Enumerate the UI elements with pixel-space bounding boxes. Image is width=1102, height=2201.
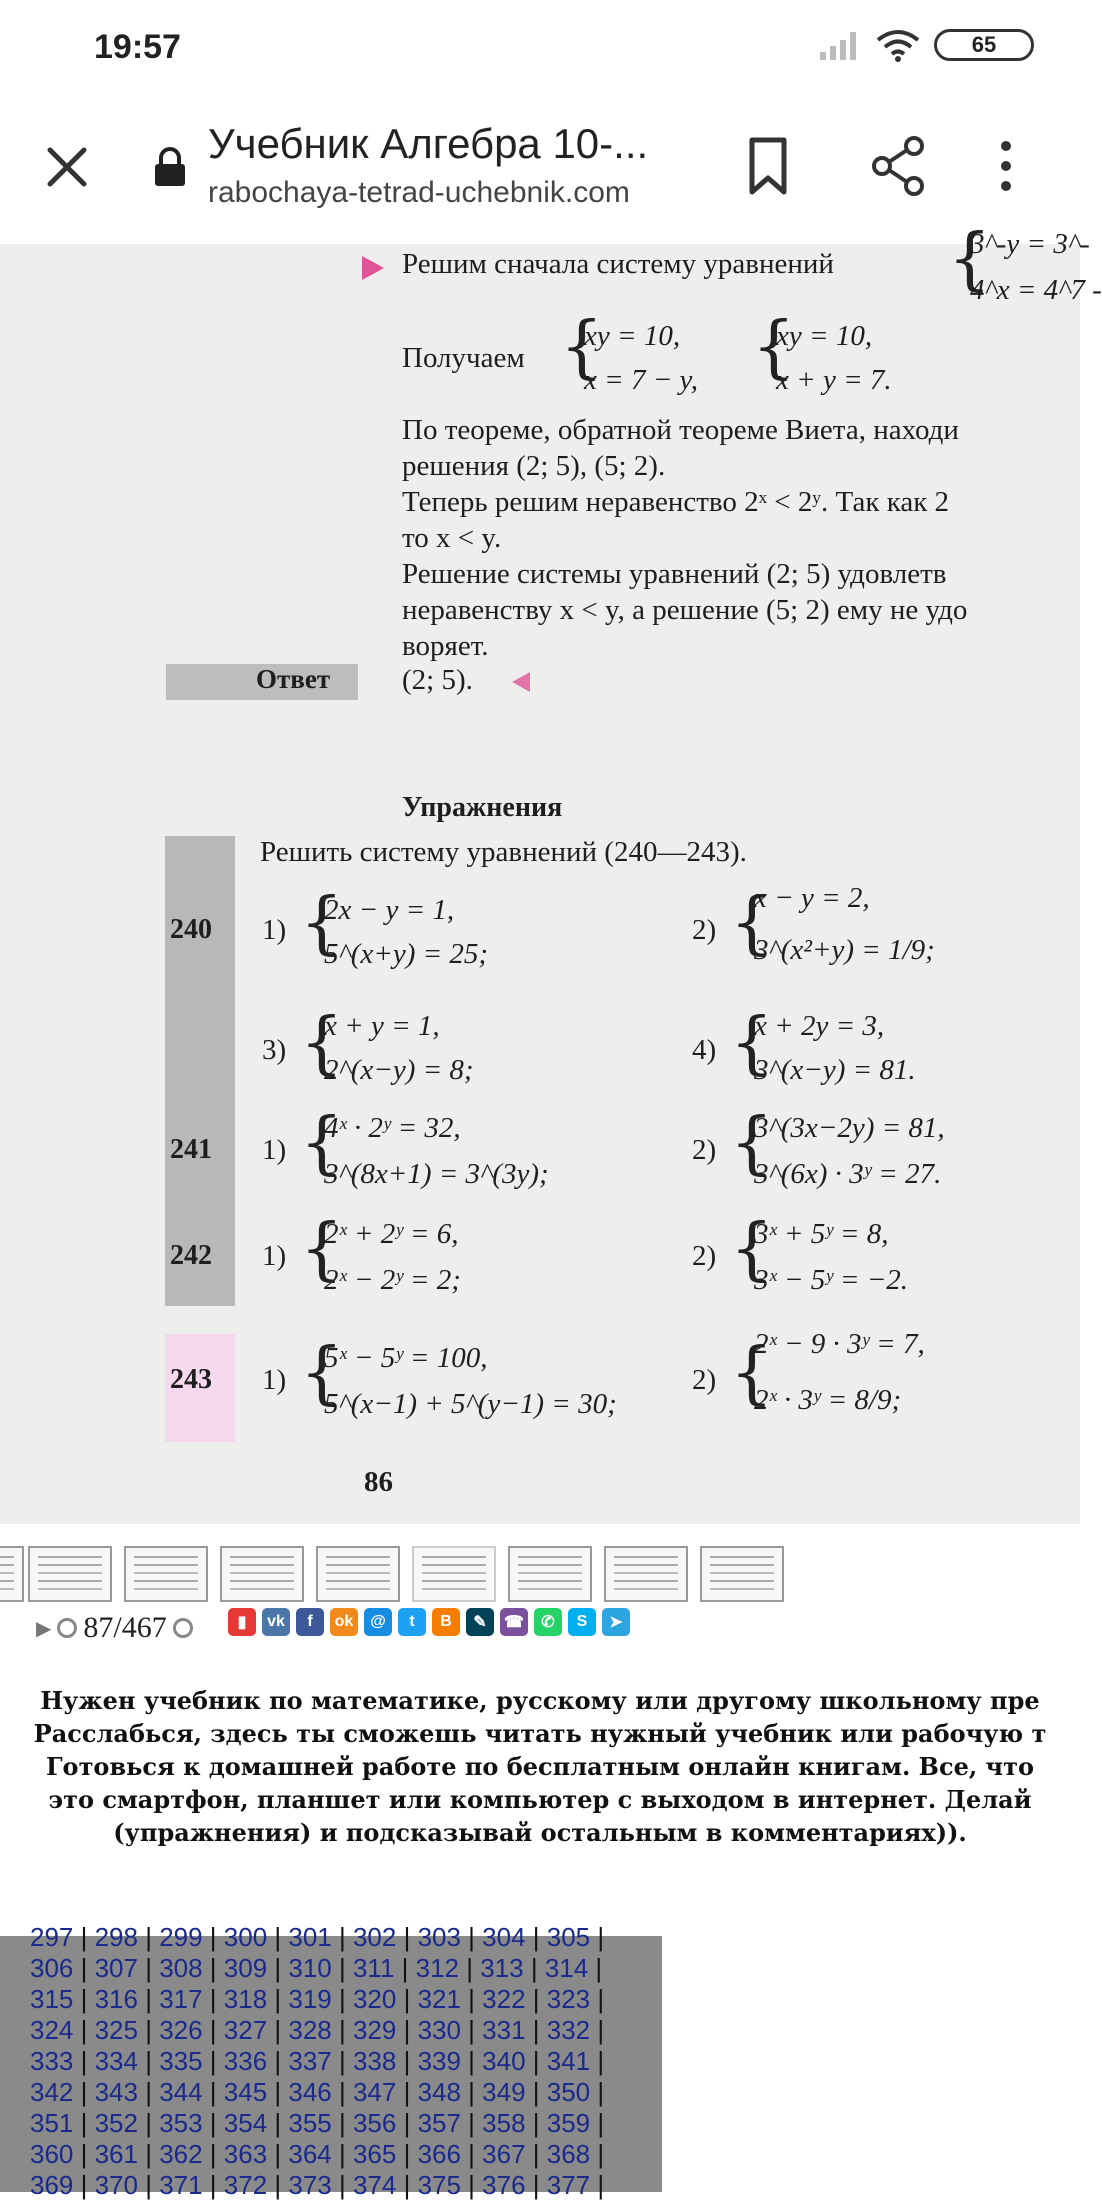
top-system-line-2: 4^x = 4^7 - — [970, 274, 1102, 306]
system-b-line-1: xy = 10, — [776, 320, 873, 352]
page-link[interactable]: 307 — [94, 1953, 138, 1983]
page-link[interactable]: 338 — [352, 2046, 397, 2076]
separator: | — [396, 2015, 418, 2045]
page-link[interactable]: 350 — [546, 2077, 591, 2107]
page-link[interactable]: 343 — [94, 2077, 138, 2107]
exercise-equation: 3^(x−y) = 81. — [754, 1054, 916, 1086]
page-content — [0, 220, 1102, 2200]
separator: | — [202, 2108, 224, 2138]
page-link[interactable]: 319 — [288, 1984, 332, 2014]
telegram-icon[interactable]: ➤ — [602, 1608, 630, 1636]
page-link[interactable]: 363 — [223, 2139, 268, 2169]
blogger-icon[interactable]: B — [432, 1608, 460, 1636]
separator: | — [525, 2046, 547, 2076]
separator: | — [202, 2077, 224, 2107]
exercise-equation: 3ˣ + 5ʸ = 8, — [754, 1218, 889, 1250]
exercise-equation: 3^(6x) · 3ʸ = 27. — [754, 1158, 942, 1190]
page-links-row — [30, 1953, 602, 1984]
page-thumbnail[interactable] — [316, 1546, 400, 1602]
page-link[interactable]: 361 — [94, 2139, 138, 2169]
page-links-row — [30, 2046, 604, 2077]
page-link[interactable]: 330 — [417, 2015, 461, 2045]
signal-icon — [818, 30, 862, 60]
separator: | — [396, 2108, 418, 2138]
page-link[interactable]: 308 — [159, 1953, 203, 1983]
brace: { — [300, 1104, 344, 1183]
separator: | — [331, 2046, 353, 2076]
page-links-row — [30, 2015, 604, 2046]
page-link[interactable]: 326 — [159, 2015, 203, 2045]
exercise-equation: 2ˣ − 9 · 3ʸ = 7, — [754, 1328, 925, 1360]
exercise-equation: 5^(x−1) + 5^(y−1) = 30; — [324, 1388, 617, 1420]
page-link[interactable]: 372 — [223, 2170, 268, 2200]
exercise-equation: 5^(x+y) = 25; — [324, 938, 489, 970]
page-link[interactable]: 339 — [417, 2046, 461, 2076]
exercise-equation: x − y = 2, — [754, 882, 870, 914]
brace: { — [730, 1004, 774, 1083]
separator: | — [73, 1953, 95, 1983]
page-link[interactable]: 362 — [159, 2139, 203, 2169]
exercise-index: 1) — [262, 1364, 287, 1396]
brace: { — [730, 1210, 774, 1289]
exercise-equation: 2^(x−y) = 8; — [324, 1054, 474, 1086]
exercise-equation: 3^(8x+1) = 3^(3y); — [324, 1158, 549, 1190]
page-link[interactable]: 328 — [288, 2015, 332, 2045]
textbook-page-scan — [0, 220, 1102, 1524]
separator: | — [202, 1953, 224, 1983]
page-link[interactable]: 346 — [288, 2077, 332, 2107]
separator: | — [267, 1953, 289, 1983]
solution-text-4: то x < y. — [402, 522, 502, 554]
page-title: Учебник Алгебра 10-... — [208, 120, 649, 167]
brace: { — [300, 1004, 344, 1083]
address-box[interactable] — [208, 120, 688, 210]
exercise-equation: 3^(3x−2y) = 81, — [754, 1112, 945, 1144]
exercise-equation: 2ˣ · 3ʸ = 8/9; — [754, 1384, 902, 1416]
separator: | — [267, 1984, 289, 2014]
separator: | — [525, 2015, 547, 2045]
separator: | — [137, 2108, 160, 2138]
page-url: rabochaya-tetrad-uchebnik.com — [208, 176, 630, 209]
page-number-links — [0, 1922, 662, 2200]
page-link[interactable]: 353 — [159, 2108, 203, 2138]
lock-icon — [152, 146, 188, 188]
page-link[interactable]: 369 — [30, 2170, 74, 2200]
separator: | — [331, 2077, 353, 2107]
page-thumbnail[interactable] — [604, 1546, 688, 1602]
separator: | — [267, 2139, 289, 2169]
separator: | — [267, 2108, 289, 2138]
exercise-number-strip — [165, 836, 235, 1306]
brace: { — [300, 1334, 344, 1413]
page-link[interactable]: 299 — [159, 1922, 203, 1952]
page-link[interactable]: 300 — [223, 1922, 268, 1952]
livejournal-icon[interactable]: ✎ — [466, 1608, 494, 1636]
separator: | — [137, 2077, 160, 2107]
exercise-index: 3) — [262, 1034, 287, 1066]
separator: | — [73, 2170, 95, 2200]
page-link[interactable]: 340 — [482, 2046, 526, 2076]
separator: | — [267, 2170, 289, 2200]
separator: | — [73, 1922, 95, 1952]
page-link[interactable]: 318 — [223, 1984, 268, 2014]
exercise-number: 240 — [170, 914, 212, 945]
page-link[interactable]: 335 — [159, 2046, 203, 2076]
solution-text-2: решения (2; 5), (5; 2). — [402, 450, 666, 482]
separator: | — [267, 2015, 289, 2045]
page-link[interactable]: 301 — [288, 1922, 332, 1952]
close-icon[interactable] — [36, 136, 98, 198]
top-system-line-1: 3^-y = 3^- — [970, 228, 1090, 260]
exercise-equation: 2ˣ − 2ʸ = 2; — [324, 1264, 461, 1296]
page-link[interactable]: 298 — [94, 1922, 138, 1952]
brace: { — [560, 308, 604, 387]
share-buttons — [228, 1608, 630, 1636]
page-link[interactable]: 366 — [417, 2139, 461, 2169]
viber-icon[interactable]: ☎ — [500, 1608, 528, 1636]
solution-start-marker — [362, 256, 384, 280]
separator: | — [202, 1922, 224, 1952]
page-link[interactable]: 336 — [223, 2046, 268, 2076]
separator: | — [396, 2139, 418, 2169]
facebook-icon[interactable]: f — [296, 1608, 324, 1636]
exercise-index: 2) — [692, 1240, 717, 1272]
page-link[interactable]: 333 — [30, 2046, 74, 2076]
separator: | — [137, 2046, 160, 2076]
page-link[interactable]: 323 — [546, 1984, 591, 2014]
separator: | — [590, 2108, 605, 2138]
prev-page-icon[interactable] — [57, 1618, 77, 1638]
separator: | — [331, 1922, 353, 1952]
brace: { — [300, 884, 344, 963]
brace: { — [730, 884, 774, 963]
separator: | — [590, 2077, 605, 2107]
separator: | — [202, 2015, 224, 2045]
exercise-index: 1) — [262, 914, 287, 946]
solution-text-7: воряет. — [402, 630, 489, 662]
page-link[interactable]: 344 — [159, 2077, 203, 2107]
page-links-row — [30, 2170, 604, 2201]
system-a-line-1: xy = 10, — [584, 320, 681, 352]
page-link[interactable]: 309 — [223, 1953, 268, 1983]
promo-text — [0, 1684, 1080, 1849]
status-bar — [0, 0, 1080, 96]
separator: | — [137, 2170, 160, 2200]
separator: | — [460, 2046, 483, 2076]
vk-icon[interactable]: vk — [262, 1608, 290, 1636]
exercise-equation: 2x − y = 1, — [324, 894, 455, 926]
page-link[interactable]: 334 — [94, 2046, 138, 2076]
exercise-equation: 2ˣ + 2ʸ = 6, — [324, 1218, 459, 1250]
exercise-equation: x + y = 1, — [324, 1010, 440, 1042]
separator: | — [590, 1984, 605, 2014]
page-links-row — [30, 1984, 604, 2015]
play-icon[interactable]: ▶ — [36, 1617, 52, 1640]
separator: | — [590, 2139, 605, 2169]
browser-toolbar — [0, 96, 1080, 246]
page-link[interactable]: 311 — [352, 1953, 395, 1983]
page-link[interactable]: 303 — [417, 1922, 461, 1952]
separator: | — [460, 2170, 483, 2200]
page-link[interactable]: 367 — [482, 2139, 526, 2169]
separator: | — [137, 1984, 160, 2014]
exercise-equation: x + 2y = 3, — [754, 1010, 885, 1042]
exercise-index: 1) — [262, 1134, 287, 1166]
page-link[interactable]: 352 — [94, 2108, 138, 2138]
page-thumbnail-current[interactable] — [412, 1546, 496, 1602]
separator: | — [460, 2077, 483, 2107]
brace: { — [948, 220, 992, 299]
separator: | — [396, 2077, 418, 2107]
page-link[interactable]: 324 — [30, 2015, 74, 2045]
page-link[interactable]: 370 — [94, 2170, 138, 2200]
page-link[interactable]: 360 — [30, 2139, 74, 2169]
separator: | — [73, 1984, 95, 2014]
exercise-index: 2) — [692, 1134, 717, 1166]
page-link[interactable]: 337 — [288, 2046, 332, 2076]
separator: | — [460, 1984, 483, 2014]
separator: | — [525, 2170, 547, 2200]
separator: | — [523, 1953, 545, 1983]
odnoklassniki-icon[interactable]: ok — [330, 1608, 358, 1636]
page-link[interactable]: 305 — [546, 1922, 591, 1952]
separator: | — [525, 2108, 547, 2138]
page-thumbnail[interactable] — [124, 1546, 208, 1602]
page-link[interactable]: 342 — [30, 2077, 74, 2107]
separator: | — [394, 1953, 416, 1983]
separator: | — [73, 2139, 95, 2169]
separator: | — [460, 2015, 483, 2045]
separator: | — [590, 1922, 605, 1952]
separator: | — [202, 1984, 224, 2014]
page-link[interactable]: 314 — [544, 1953, 589, 1983]
page-thumbnail[interactable] — [28, 1546, 112, 1602]
page-link[interactable]: 329 — [352, 2015, 397, 2045]
page-link[interactable]: 317 — [159, 1984, 203, 2014]
solution-text-3: Теперь решим неравенство 2ˣ < 2ʸ. Так как 2 — [402, 486, 950, 518]
page-link[interactable]: 345 — [223, 2077, 268, 2107]
promo-line: Расслабься, здесь ты сможешь читать нужный учебник или рабочую т — [33, 1719, 1047, 1748]
exercises-heading: Упражнения — [402, 792, 563, 823]
separator: | — [459, 1953, 481, 1983]
page-link[interactable]: 368 — [546, 2139, 591, 2169]
page-link[interactable]: 354 — [223, 2108, 268, 2138]
separator: | — [202, 2046, 224, 2076]
page-link[interactable]: 356 — [352, 2108, 397, 2138]
wifi-icon — [876, 28, 920, 62]
page-link[interactable]: 377 — [546, 2170, 591, 2200]
page-link[interactable]: 374 — [352, 2170, 397, 2200]
brace: { — [730, 1334, 774, 1413]
separator: | — [73, 2046, 95, 2076]
separator: | — [202, 2139, 224, 2169]
page-link[interactable]: 322 — [482, 1984, 526, 2014]
separator: | — [331, 1984, 353, 2014]
page-link[interactable]: 373 — [288, 2170, 332, 2200]
skype-icon[interactable]: S — [568, 1608, 596, 1636]
exercise-number: 243 — [170, 1364, 212, 1395]
separator: | — [396, 2170, 418, 2200]
page-thumbnail[interactable] — [508, 1546, 592, 1602]
page-link[interactable]: 364 — [288, 2139, 332, 2169]
page-link[interactable]: 315 — [30, 1984, 74, 2014]
page-link[interactable]: 321 — [417, 1984, 461, 2014]
separator: | — [73, 2077, 95, 2107]
separator: | — [525, 2077, 547, 2107]
separator: | — [590, 2015, 605, 2045]
page-link[interactable]: 355 — [288, 2108, 332, 2138]
exercise-intro: Решить систему уравнений (240—243). — [260, 836, 747, 868]
solution-text-5: Решение системы уравнений (2; 5) удовлетв — [402, 558, 947, 590]
separator: | — [588, 1953, 603, 1983]
page-link[interactable]: 304 — [482, 1922, 526, 1952]
page-link[interactable]: 316 — [94, 1984, 138, 2014]
exercise-equation: 3^(x²+y) = 1/9; — [754, 934, 935, 966]
solve-intro: Решим сначала систему уравнений — [402, 248, 834, 280]
separator: | — [525, 2139, 547, 2169]
exercise-number: 241 — [170, 1134, 212, 1165]
solution-end-marker — [512, 672, 530, 692]
next-page-icon[interactable] — [173, 1618, 193, 1638]
mailru-icon[interactable]: @ — [364, 1608, 392, 1636]
page-link[interactable]: 332 — [546, 2015, 591, 2045]
separator: | — [590, 2046, 605, 2076]
separator: | — [137, 2139, 160, 2169]
system-b-line-2: x + y = 7. — [776, 364, 892, 396]
page-link[interactable]: 341 — [546, 2046, 591, 2076]
separator: | — [396, 1922, 418, 1952]
separator: | — [460, 1922, 483, 1952]
system-a-line-2: x = 7 − y, — [584, 364, 699, 396]
bookmark-red-icon[interactable]: ▮ — [228, 1608, 256, 1636]
page-link[interactable]: 376 — [482, 2170, 526, 2200]
separator: | — [73, 2108, 95, 2138]
separator: | — [267, 1922, 289, 1952]
status-icons — [818, 28, 1034, 62]
page-link[interactable]: 375 — [417, 2170, 461, 2200]
brace: { — [752, 308, 796, 387]
page-link[interactable]: 347 — [352, 2077, 397, 2107]
page-link[interactable]: 365 — [352, 2139, 397, 2169]
separator: | — [331, 2015, 353, 2045]
page-link[interactable]: 325 — [94, 2015, 138, 2045]
exercise-equation: 4ˣ · 2ʸ = 32, — [324, 1112, 461, 1144]
solution-text-1: По теореме, обратной теореме Виета, находи — [402, 414, 959, 446]
page-thumbnail[interactable] — [0, 1546, 24, 1602]
promo-line: (упражнения) и подсказывай остальным в комментариях)). — [113, 1818, 967, 1847]
page-link[interactable]: 302 — [352, 1922, 397, 1952]
page-link[interactable]: 320 — [352, 1984, 397, 2014]
page-link[interactable]: 327 — [223, 2015, 268, 2045]
page-link[interactable]: 358 — [482, 2108, 526, 2138]
separator: | — [137, 2015, 160, 2045]
separator: | — [525, 1922, 547, 1952]
separator: | — [137, 1922, 160, 1952]
page-link[interactable]: 331 — [482, 2015, 526, 2045]
battery-level: 65 — [971, 32, 997, 57]
page-link[interactable]: 348 — [417, 2077, 461, 2107]
solution-text-6: неравенству x < y, а решение (5; 2) ему не удо — [402, 594, 968, 626]
promo-line: Нужен учебник по математике, русскому или другому школьному пре — [40, 1686, 1040, 1715]
page-thumbnails — [0, 1546, 800, 1606]
exercise-equation: 3ˣ − 5ʸ = −2. — [754, 1264, 909, 1296]
page-link[interactable]: 359 — [546, 2108, 591, 2138]
page-link[interactable]: 351 — [30, 2108, 74, 2138]
promo-line: это смартфон, планшет или компьютер с выходом в интернет. Делай — [48, 1785, 1032, 1814]
page-link[interactable]: 349 — [482, 2077, 526, 2107]
separator: | — [73, 2015, 95, 2045]
page-link[interactable]: 313 — [480, 1953, 524, 1983]
separator: | — [331, 2139, 353, 2169]
exercise-index: 1) — [262, 1240, 287, 1272]
promo-line: Готовься к домашней работе по бесплатным онлайн книгам. Все, что — [45, 1752, 1034, 1781]
separator: | — [137, 1953, 160, 1983]
brace: { — [730, 1104, 774, 1183]
get-label: Получаем — [402, 342, 525, 374]
separator: | — [525, 1984, 547, 2014]
share-icon[interactable] — [868, 134, 932, 198]
separator: | — [590, 2170, 605, 2200]
bookmark-icon[interactable] — [740, 134, 796, 198]
page-link[interactable]: 357 — [417, 2108, 461, 2138]
separator: | — [267, 2046, 289, 2076]
answer-label: Ответ — [256, 664, 331, 694]
page-links-row — [30, 2139, 604, 2170]
page-link[interactable]: 371 — [159, 2170, 203, 2200]
exercise-index: 2) — [692, 914, 717, 946]
exercise-number: 242 — [170, 1240, 212, 1271]
page-links-row — [30, 1922, 604, 1953]
separator: | — [396, 1984, 418, 2014]
whatsapp-icon[interactable]: ✆ — [534, 1608, 562, 1636]
exercise-index: 4) — [692, 1034, 717, 1066]
separator: | — [331, 2108, 353, 2138]
more-vert-icon[interactable] — [986, 134, 1026, 198]
exercise-equation: 5ˣ − 5ʸ = 100, — [324, 1342, 488, 1374]
separator: | — [267, 2077, 289, 2107]
status-time: 19:57 — [94, 28, 181, 66]
separator: | — [331, 1953, 353, 1983]
page-links-row — [30, 2077, 604, 2108]
separator: | — [460, 2108, 483, 2138]
answer-value: (2; 5). — [402, 664, 473, 696]
brace: { — [300, 1210, 344, 1289]
page-link[interactable]: 312 — [415, 1953, 460, 1983]
exercise-index: 2) — [692, 1364, 717, 1396]
twitter-icon[interactable]: t — [398, 1608, 426, 1636]
battery-indicator — [934, 29, 1034, 61]
page-thumbnail[interactable] — [220, 1546, 304, 1602]
separator: | — [202, 2170, 224, 2200]
page-thumbnail[interactable] — [700, 1546, 784, 1602]
page-link[interactable]: 306 — [30, 1953, 74, 1983]
page-number: 86 — [364, 1466, 393, 1498]
page-link[interactable]: 310 — [288, 1953, 332, 1983]
page-counter: 87/467 — [83, 1611, 167, 1644]
page-links-row — [30, 2108, 604, 2139]
separator: | — [396, 2046, 418, 2076]
separator: | — [331, 2170, 353, 2200]
page-link[interactable]: 297 — [30, 1922, 74, 1952]
page-pager — [36, 1610, 193, 1646]
separator: | — [460, 2139, 483, 2169]
